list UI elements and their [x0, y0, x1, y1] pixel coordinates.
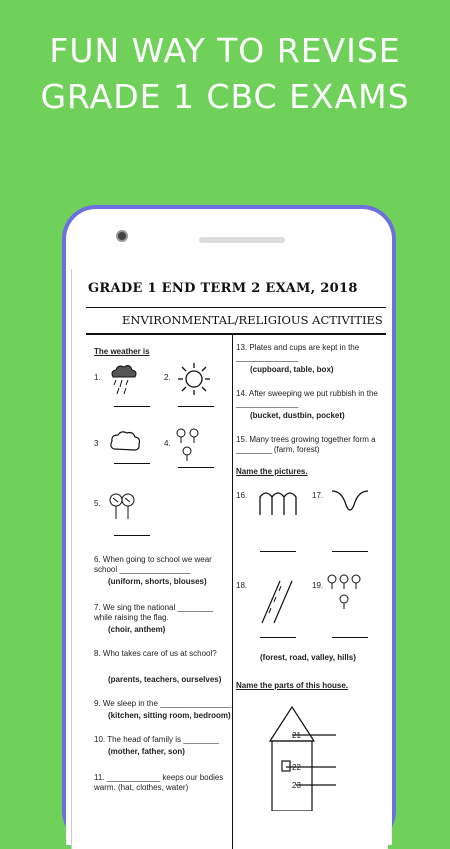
question-number-5: 5. — [94, 499, 101, 508]
question-number-22: 22 — [292, 763, 301, 772]
answer-options-6: (uniform, shorts, blouses) — [108, 577, 207, 586]
answer-options-14: (bucket, dustbin, pocket) — [250, 411, 345, 420]
trees-icon — [174, 427, 204, 467]
forest-icon — [326, 573, 366, 617]
question-number-19: 19. — [312, 581, 324, 590]
rain-cloud-icon — [108, 363, 138, 397]
question-number-23: 23 — [292, 781, 301, 790]
promo-line-1: FUN WAY TO REVISE — [49, 31, 401, 70]
question-number-1: 1. — [94, 373, 101, 382]
answer-line-17 — [332, 551, 368, 552]
answer-options-8: (parents, teachers, ourselves) — [108, 675, 222, 684]
house-parts-heading: Name the parts of this house. — [236, 681, 349, 690]
question-number-18: 18. — [236, 581, 248, 590]
weather-heading: The weather is — [94, 347, 150, 356]
phone-frame — [62, 205, 396, 845]
column-divider — [232, 335, 233, 849]
right-column — [236, 341, 386, 849]
question-number-21: 21 — [292, 731, 301, 740]
question-7: 7. We sing the national ________ while raising the flag. — [94, 603, 214, 622]
question-6: 6. When going to school we wear school ________________ — [94, 555, 212, 574]
answer-line-4 — [178, 467, 214, 468]
question-9: 9. We sleep in the ________________ — [94, 699, 232, 708]
title-rule — [86, 307, 386, 308]
front-camera-icon — [116, 230, 128, 242]
question-10: 10. The head of family is ________ — [94, 735, 219, 744]
promo-line-2: GRADE 1 CBC EXAMS — [40, 77, 410, 116]
question-number-4: 4. — [164, 439, 171, 448]
question-8: 8. Who takes care of us at school? — [94, 649, 217, 658]
answer-line-1 — [114, 406, 150, 407]
question-number-16: 16. — [236, 491, 248, 500]
answer-options-7: (choir, anthem) — [108, 625, 166, 634]
answer-options-9: (kitchen, sitting room, bedroom) — [108, 711, 231, 720]
question-11: 11. ____________ keeps our bodies warm. (hat, clothes, water) — [94, 773, 224, 792]
subject-rule — [86, 333, 386, 335]
question-15: 15. Many trees growing together form a ________ (farm, forest) — [236, 435, 376, 454]
cloud-icon — [108, 429, 142, 455]
promo-headline — [0, 28, 450, 120]
house-icon — [266, 701, 356, 811]
answer-line-2 — [178, 406, 214, 407]
answer-line-3 — [114, 463, 150, 464]
question-13: 13. Plates and cups are kept in the ______________ — [236, 343, 360, 362]
question-number-2: 2. — [164, 373, 171, 382]
question-number-3: 3 — [94, 439, 99, 448]
answer-line-5 — [114, 535, 150, 536]
speaker-grille — [199, 237, 285, 243]
answer-line-19 — [332, 637, 368, 638]
name-the-pictures-heading: Name the pictures. — [236, 467, 308, 476]
answer-options-19: (forest, road, valley, hills) — [260, 653, 356, 662]
exam-title: GRADE 1 END TERM 2 EXAM, 2018 — [88, 281, 358, 296]
windy-trees-icon — [108, 491, 138, 525]
answer-options-13: (cupboard, table, box) — [250, 365, 334, 374]
answer-line-16 — [260, 551, 296, 552]
answer-options-10: (mother, father, son) — [108, 747, 185, 756]
hills-icon — [258, 487, 302, 517]
question-number-17: 17. — [312, 491, 324, 500]
exam-subject: ENVIRONMENTAL/RELIGIOUS ACTIVITIES — [122, 313, 383, 327]
exam-page[interactable] — [71, 269, 388, 849]
answer-line-18 — [260, 637, 296, 638]
valley-icon — [330, 487, 370, 517]
question-14: 14. After sweeping we put rubbish in the ______________ — [236, 389, 378, 408]
phone-face — [66, 209, 392, 845]
left-column — [94, 341, 232, 849]
sun-icon — [176, 361, 212, 397]
road-icon — [258, 577, 298, 627]
